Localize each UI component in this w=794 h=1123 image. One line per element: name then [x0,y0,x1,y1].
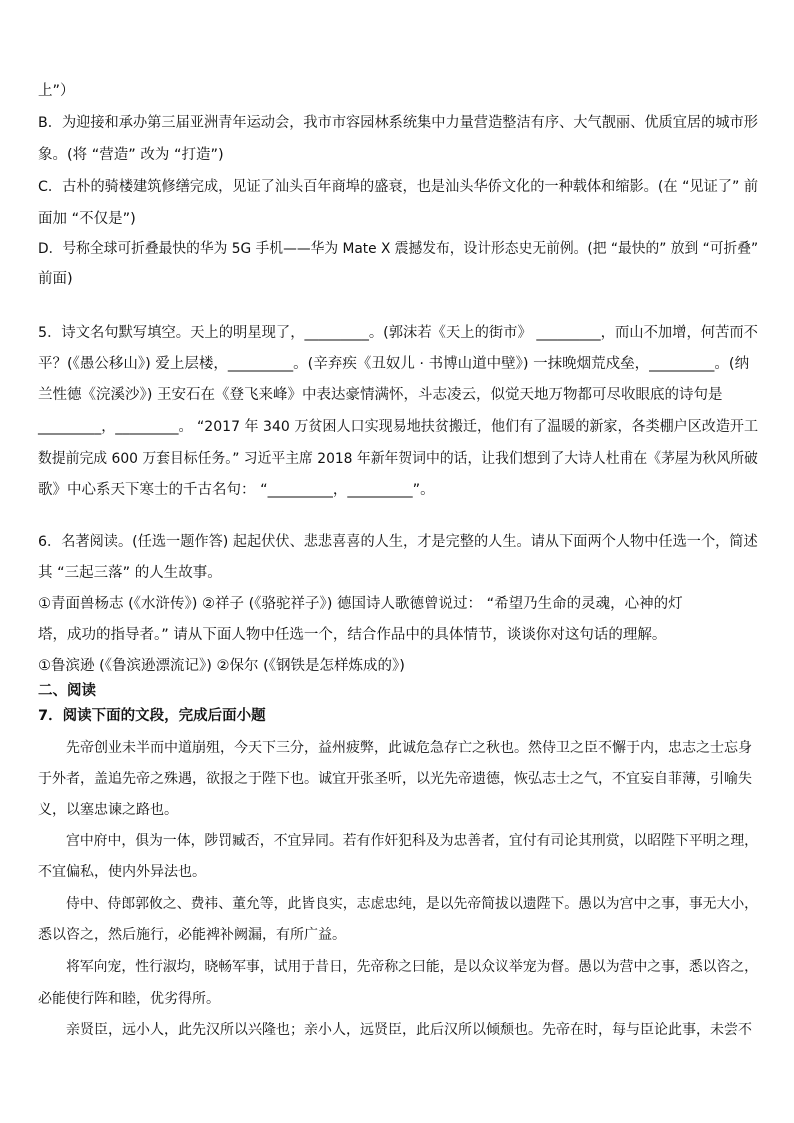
q6-line-2: 其 “三起三落” 的人生故事。 [38,565,222,581]
q5-line-6: 歌》中心系天下寒士的千古名句： “_________，_________”。 [38,482,435,498]
passage-line: 悉以咨之，然后施行，必能裨补阙漏，有所广益。 [38,927,346,943]
section-heading-reading: 二、阅读 [38,683,96,699]
q4-option-c-line-1: C．古朴的骑楼建筑修缮完成，见证了汕头百年商埠的盛衰，也是汕头华侨文化的一种载体和缩影。(在 “见证了” 前 [38,179,759,195]
passage-line: 侍中、侍郎郭攸之、费祎、董允等，此皆良实，志虑忠纯，是以先帝简拔以遗陛下。愚以为宫中之事，事无大小， [66,896,759,912]
passage-line: 宫中府中，俱为一体，陟罚臧否，不宜异同。若有作奸犯科及为忠善者，宜付有司论其刑赏，以昭陛下平明之理， [66,833,759,849]
passage-line: 将军向宠，性行淑均，晓畅军事，试用于昔日，先帝称之曰能，是以众议举宠为督。愚以为营中之事，悉以咨之， [66,959,759,975]
passage-line: 不宜偏私，使内外异法也。 [38,864,206,880]
q6-line-5: ①鲁滨逊 (《鲁滨逊漂流记》) ②保尔 (《钢铁是怎样炼成的》) [38,658,405,674]
q6-line-3: ①青面兽杨志 (《水浒传》) ②祥子 (《骆驼祥子》) 德国诗人歌德曾说过： “希望乃生命的灵魂，心神的灯 [38,596,683,612]
passage-line: 义，以塞忠谏之路也。 [38,802,178,818]
q5-line-2: 平？(《愚公移山》) 爱上层楼，_________。(辛弃疾《丑奴儿 · 书博山道中壁》) 一抹晚烟荒戍垒，_________。(纳 [38,356,750,372]
q5-line-3: 兰性德《浣溪沙》) 王安石在《登飞来峰》中表达豪情满怀，斗志凌云，似觉天地万物都可尽收眼底的诗句是 [38,387,723,403]
q5-line-5: 数提前完成 600 万套目标任务。” 习近平主席 2018 年新年贺词中的话，让我们想到了大诗人杜甫在《茅屋为秋风所破 [38,451,758,467]
q4-option-d-line-1: D．号称全球可折叠最快的华为 5G 手机——华为 Mate X 震撼发布，设计形态史无前例。(把 “最快的” 放到 “可折叠” [38,241,759,257]
q5-line-1: 5．诗文名句默写填空。天上的明星现了，_________。(郭沫若《天上的街市》 _________，而山不加增，何苦而不 [38,325,758,341]
q6-line-1: 6．名著阅读。(任选一题作答) 起起伏伏、悲悲喜喜的人生，才是完整的人生。请从下面两个人物中任选一个，简述 [38,534,758,550]
passage-line: 必能使行阵和睦，优劣得所。 [38,991,220,1007]
passage-line: 先帝创业未半而中道崩殂，今天下三分，益州疲弊，此诚危急存亡之秋也。然侍卫之臣不懈于内，忠志之士忘身 [66,740,752,756]
passage-line: 亲贤臣，远小人，此先汉所以兴隆也；亲小人，远贤臣，此后汉所以倾颓也。先帝在时，每与臣论此事，未尝不 [66,1022,752,1038]
q4-option-b-line-1: B．为迎接和承办第三届亚洲青年运动会，我市市容园林系统集中力量营造整洁有序、大气靓丽、优质宜居的城市形 [38,115,758,131]
q5-line-4: _________，_________。 “2017 年 340 万贫困人口实现易地扶贫搬迁，他们有了温暖的新家，各类棚户区改造开工 [38,419,758,435]
q4-option-c-line-2: 面加 “不仅是”) [38,211,136,227]
q4-option-b-line-2: 象。(将 “营造” 改为 “打造”) [38,147,224,163]
passage-line: 于外者，盖追先帝之殊遇，欲报之于陛下也。诚宜开张圣听，以光先帝遗德，恢弘志士之气，不宜妄自菲薄，引喻失 [38,771,752,787]
q4-option-a-tail: 上”） [38,83,75,99]
q7-intro: 7．阅读下面的文段，完成后面小题 [38,708,266,724]
q4-option-d-line-2: 前面) [38,271,73,287]
q6-line-4: 塔，成功的指导者。” 请从下面人物中任选一个，结合作品中的具体情节，谈谈你对这句话的理解。 [38,627,667,643]
